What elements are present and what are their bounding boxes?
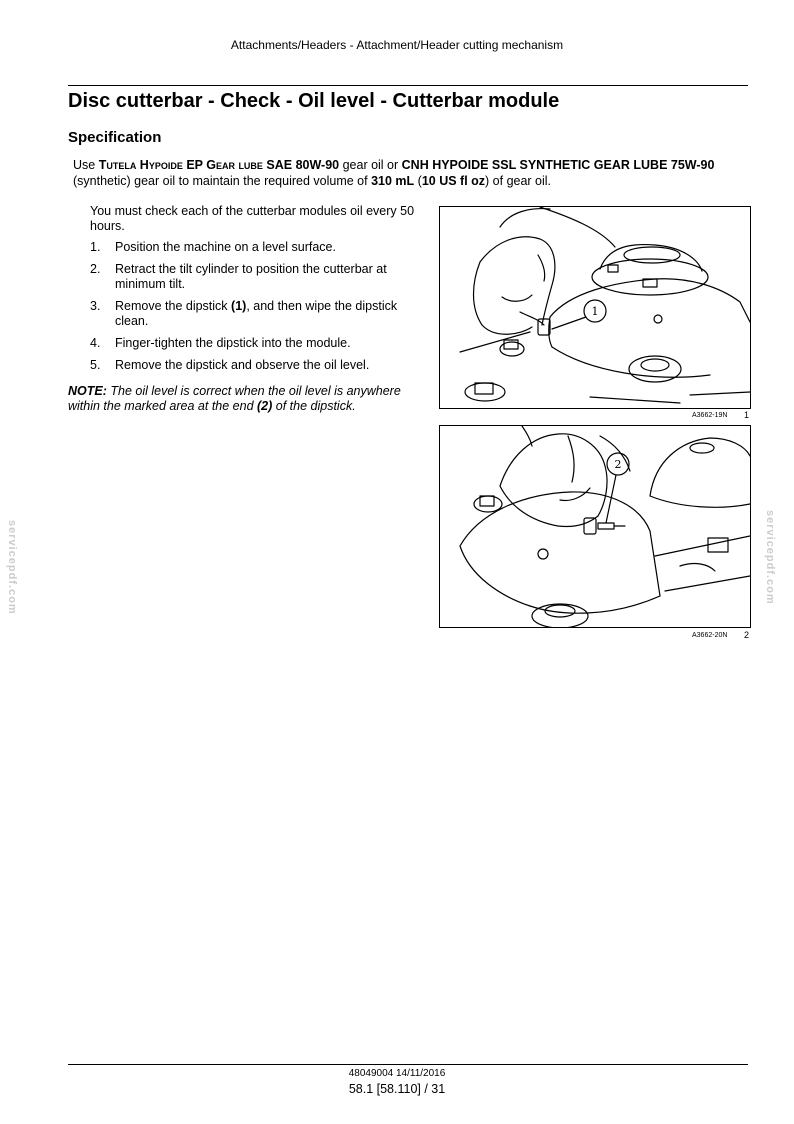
- step-number: 3.: [90, 299, 101, 313]
- step-number: 2.: [90, 262, 101, 276]
- spec-text: gear oil or: [339, 158, 402, 172]
- step-text: Finger-tighten the dipstick into the module.: [115, 336, 351, 350]
- note: [68, 384, 418, 414]
- footer-page-number: 58.1 [58.110] / 31: [348, 1082, 446, 1096]
- spec-text: (synthetic) gear oil to maintain the required volume of: [73, 174, 372, 188]
- step-item: [90, 299, 420, 329]
- procedure-steps: [90, 240, 420, 380]
- footer-rule: [68, 1064, 748, 1065]
- figure-1-callout: 1: [591, 305, 599, 318]
- synthetic-oil-name: CNH HYPOIDE SSL SYNTHETIC GEAR LUBE 75W-90: [401, 158, 715, 172]
- step-number: 1.: [90, 240, 101, 254]
- step-text: , and then wipe the dipstick clean.: [115, 299, 398, 328]
- spec-text: ) of gear oil.: [485, 174, 552, 188]
- note-text: The oil level is correct when the oil level is anywhere within the marked area at the end: [68, 384, 401, 413]
- note-callout-ref: (2): [257, 399, 273, 413]
- watermark-right: servicepdf.com: [764, 510, 776, 605]
- header-rule: [68, 85, 748, 86]
- figure-1-dipstick-removal: [439, 206, 751, 409]
- step-item: [90, 358, 420, 373]
- watermark-left: servicepdf.com: [6, 520, 18, 615]
- step-item: [90, 240, 420, 255]
- footer-doc-id: 48049004 14/11/2016: [348, 1068, 446, 1079]
- specification-text: [73, 157, 753, 189]
- specification-heading: Specification: [68, 129, 162, 146]
- step-number: 5.: [90, 358, 101, 372]
- oil-grade: SAE 80W-90: [262, 158, 340, 172]
- step-callout-ref: (1): [231, 299, 247, 313]
- oil-brand: Tutela Hypoide EP Gear lube: [98, 158, 263, 172]
- page-title: Disc cutterbar - Check - Oil level - Cutterbar module: [68, 90, 560, 112]
- figure-2-caption: A3662-20N: [692, 632, 728, 639]
- step-text: Remove the dipstick: [115, 299, 232, 313]
- figure-2-dipstick-level: [439, 425, 751, 628]
- intro-text: You must check each of the cutterbar modules oil every 50 hours.: [90, 204, 415, 233]
- figure-1-number: 1: [744, 410, 750, 420]
- step-item: [90, 262, 420, 292]
- note-text: of the dipstick.: [272, 399, 356, 413]
- figure-2-callout: 2: [614, 458, 622, 471]
- step-text: Position the machine on a level surface.: [115, 240, 336, 254]
- note-label: NOTE:: [68, 384, 107, 398]
- figure-2-illustration: [440, 426, 750, 627]
- figure-1-caption: A3662-19N: [692, 412, 728, 419]
- oil-volume-metric: 310 mL: [371, 174, 415, 188]
- figure-1-illustration: [440, 207, 750, 408]
- step-text: Retract the tilt cylinder to position the cutterbar at minimum tilt.: [115, 262, 387, 291]
- oil-volume-us: 10 US fl oz: [421, 174, 486, 188]
- step-text: Remove the dipstick and observe the oil level.: [115, 358, 370, 372]
- figure-2-number: 2: [744, 630, 750, 640]
- spec-text: Use: [73, 158, 99, 172]
- spec-text: (: [414, 174, 422, 188]
- step-item: [90, 336, 420, 351]
- step-number: 4.: [90, 336, 101, 350]
- running-header: Attachments/Headers - Attachment/Header cutting mechanism: [230, 38, 564, 52]
